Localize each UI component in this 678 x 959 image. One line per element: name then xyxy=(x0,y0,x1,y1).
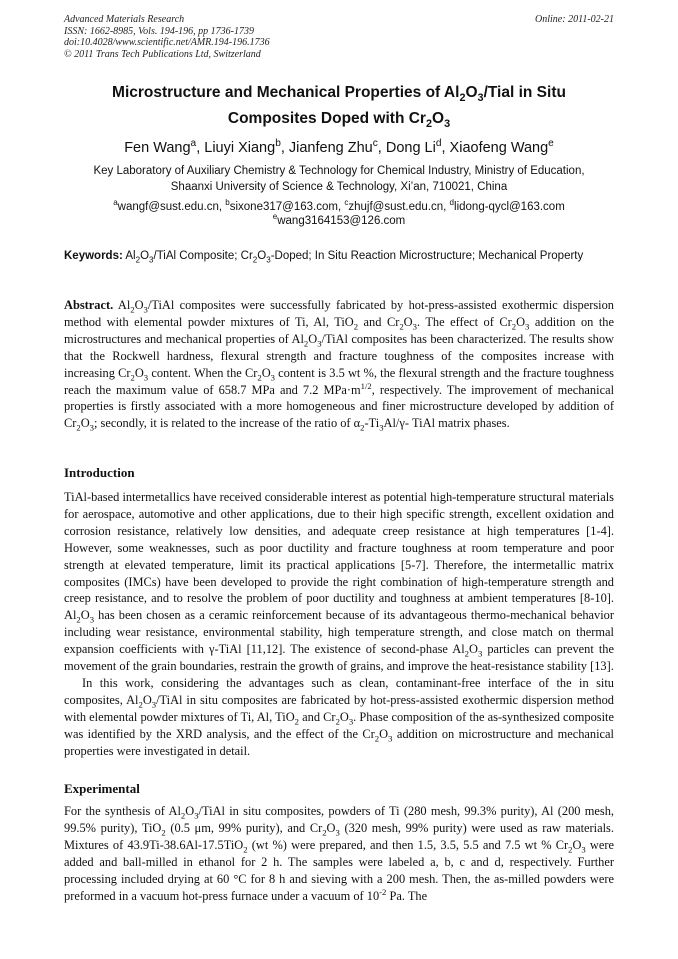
intro-text: TiAl-based intermetallics have received considerable interest as potential high-temperature structural materials for aerospace, automotive and other applications, due to their high specific strength, excellent oxidation and corrosion resistance, relatively low densities, and adequate creep resistance at high temperatures [1-4]. However, some weaknesses, such as poor ductility and fracture toughness at room temperature and poor strength at elevated temperature, limit its practical applications [5-7]. Therefore, the intermetallic matrix composites (IMCs) have been developed to provide the right combination of high-temperature strength and creep resistance, and to resolve the problem of poor ductility and toughness at ambient temperatures [8-10]. Al xyxy=(64,490,614,623)
affiliation-line: Shaanxi University of Science & Technology, Xi’an, 710021, China xyxy=(170,180,508,193)
exp-sub: 2 xyxy=(322,827,327,838)
email-mark: b xyxy=(225,198,230,208)
author-name: Dong Li xyxy=(385,140,436,156)
email-line-1 xyxy=(60,200,618,214)
intro-paragraph-2 xyxy=(64,675,614,760)
abstract-sub: 2 xyxy=(130,304,135,315)
author-name: Liuyi Xiang xyxy=(204,140,276,156)
intro-sub: 2 xyxy=(76,614,81,625)
abstract-sub: 2 xyxy=(511,321,517,332)
intro-text: has been chosen as a ceramic reinforcement because of its advantageous thermo-mechanical behavior including wear resistance, environmental stability, high temperature strength, and close match on thermal expansion coefficients with γ-TiAl [11,12]. The existence of second-phase Al xyxy=(64,608,614,657)
keywords-text: -Doped; In Situ Reaction Microstructure; Mechanical Property xyxy=(270,250,584,262)
abstract-text: /TiAl composites has been characterized. The results show that the Rockwell hardness, flexural strength and fracture toughness of the composites increase with increasing Cr xyxy=(64,331,614,380)
author-list xyxy=(60,138,618,158)
experimental-body xyxy=(64,803,614,904)
author-mark: d xyxy=(435,138,442,150)
abstract-sub: 3 xyxy=(89,422,94,433)
intro-text: O xyxy=(339,709,349,724)
exp-text: (0.5 μm, 99% purity), and Cr xyxy=(165,820,323,835)
exp-sub: 3 xyxy=(194,810,199,821)
exp-text: O xyxy=(572,837,582,852)
title-sub: 3 xyxy=(477,92,484,105)
title-text: Microstructure and Mechanical Properties of Al xyxy=(112,84,460,101)
exp-sub: 2 xyxy=(568,844,573,855)
abstract-text: O xyxy=(134,298,144,312)
email-address[interactable]: wangf@sust.edu.cn, xyxy=(117,201,226,213)
intro-text: . Phase composition of the as-synthesized composite was identified by the XRD analysis, and the effect of the Cr xyxy=(64,709,614,741)
intro-text: O xyxy=(379,726,389,741)
intro-sub: 2 xyxy=(464,648,469,659)
exp-sub: 3 xyxy=(581,844,586,855)
keywords-sub: 2 xyxy=(135,255,141,265)
email-mark: a xyxy=(113,198,118,208)
author-name: Jianfeng Zhu xyxy=(288,140,373,156)
intro-sub: 2 xyxy=(138,699,143,710)
title-sub: 2 xyxy=(425,118,432,131)
intro-sub: 3 xyxy=(388,733,393,744)
section-heading-experimental: Experimental xyxy=(64,781,140,796)
abstract-label: Abstract. xyxy=(64,298,114,312)
exp-text: (wt %) were prepared, and then 1.5, 3.5, 5.5 and 7.5 wt % Cr xyxy=(247,837,569,852)
email-mark: c xyxy=(344,198,349,208)
exp-text: (320 mesh, 99% purity) were used as raw materials. Mixtures of 43.9Ti-38.6Al-17.5TiO xyxy=(64,820,614,852)
exp-text: /TiAl in situ composites, powders of Ti (280 mesh, 99.3% purity), Al (200 mesh, 99.5% purity), TiO xyxy=(64,804,614,835)
abstract-text: Al xyxy=(113,298,131,312)
abstract-text: addition on the microstructures and mechanical properties of Al xyxy=(64,314,615,346)
affiliation xyxy=(60,164,618,195)
keywords-sub: 3 xyxy=(266,255,271,265)
abstract-sub: 2 xyxy=(353,321,359,332)
abstract-text: . The effect of Cr xyxy=(416,314,512,329)
copyright-line: © 2011 Trans Tech Publications Ltd, Switzerland xyxy=(64,48,261,60)
keywords-sub: 2 xyxy=(252,255,258,265)
abstract-text: and Cr xyxy=(358,314,400,329)
author-mark: b xyxy=(275,138,281,150)
author-name: Xiaofeng Wang xyxy=(449,140,549,156)
abstract-sub: 3 xyxy=(270,372,275,383)
author-mark: a xyxy=(190,138,197,150)
title-text: O xyxy=(465,84,478,101)
abstract-sub: 2 xyxy=(303,338,309,349)
email-address[interactable]: zhujf@sust.edu.cn, xyxy=(348,201,450,213)
intro-text: and Cr xyxy=(298,709,336,724)
abstract-text: , respectively. The improvement of mechanical properties is firstly associated with a more homogeneous and finer microstructure developed by addition of Cr xyxy=(64,382,615,431)
abstract-sub: 3 xyxy=(525,321,530,332)
exp-text: Pa. The xyxy=(386,888,428,903)
intro-text: /TiAl in situ composites are fabricated by hot-press-assisted exothermic dispersion method with elemental powder mixtures of Ti, Al, TiO xyxy=(64,692,614,724)
abstract-text: content is 3.5 wt %, the flexural strength and the fracture toughness reach the maximum value of 658.7 MPa and 7.2 MPa·m xyxy=(64,365,614,397)
online-date: Online: 2011-02-21 xyxy=(535,14,614,25)
author-mark: e xyxy=(548,138,554,150)
affiliation-line: Key Laboratory of Auxiliary Chemistry & Technology for Chemical Industry, Ministry of Education, xyxy=(93,165,585,177)
abstract-text: ; secondly, it is related to the increase of the ratio of α xyxy=(94,416,361,431)
intro-text: particles can prevent the movement of the grain boundaries, restrain the growth of grains, and improve the heat-resistance stability [13]. xyxy=(64,642,614,674)
doi-line: doi:10.4028/www.scientific.net/AMR.194-196.1736 xyxy=(64,37,270,48)
abstract-text: O xyxy=(516,314,526,329)
intro-sub: 3 xyxy=(477,648,483,659)
exp-text: For the synthesis of Al xyxy=(64,804,181,818)
paper-title xyxy=(60,80,618,132)
intro-sub: 2 xyxy=(374,733,380,744)
exp-sub: 2 xyxy=(243,844,248,855)
keywords-text: Al xyxy=(122,250,136,262)
separator: , xyxy=(196,140,205,156)
exp-sub: 3 xyxy=(335,827,340,838)
abstract-text: O xyxy=(261,365,271,380)
exp-sub: 2 xyxy=(161,827,166,838)
abstract-text: content. When the Cr xyxy=(148,365,258,380)
abstract-sub: 3 xyxy=(412,321,417,332)
issn-line: ISSN: 1662-8985, Vols. 194-196, pp 1736-1739 xyxy=(64,25,254,37)
title-sub: 3 xyxy=(444,118,451,131)
title-sub: 2 xyxy=(459,92,466,105)
intro-sub: 2 xyxy=(294,716,299,727)
title-text: /Tial in Situ xyxy=(483,84,566,101)
keywords-label: Keywords: xyxy=(64,250,123,262)
title-line-2 xyxy=(60,106,618,132)
introduction-body xyxy=(64,489,614,760)
intro-sub: 3 xyxy=(348,716,354,727)
intro-text: O xyxy=(468,642,478,657)
keywords-text: O xyxy=(257,250,267,262)
abstract-text: O xyxy=(134,365,144,380)
journal-header xyxy=(64,14,614,60)
email-list xyxy=(60,200,618,228)
author-name: Fen Wang xyxy=(124,140,191,156)
exp-text: O xyxy=(185,804,195,818)
abstract-text: O xyxy=(308,331,318,346)
abstract-sub: 2 xyxy=(399,321,404,332)
keywords-text: /TiAl Composite; Cr xyxy=(153,250,253,262)
title-text: Composites Doped with Cr xyxy=(227,110,426,127)
abstract-text: Al/γ- TiAl matrix phases. xyxy=(383,416,510,431)
email-address[interactable]: sixone317@163.com, xyxy=(229,201,345,213)
separator: , xyxy=(377,140,386,156)
abstract-text: -Ti xyxy=(364,416,380,431)
intro-text: In this work, considering the advantages such as clean, contaminant-free interface of the in situ composites, Al xyxy=(64,675,614,707)
intro-paragraph-1 xyxy=(64,489,614,675)
abstract-text: O xyxy=(80,416,90,431)
intro-text: O xyxy=(80,608,90,623)
intro-text: addition on microstructure and mechanical properties were investigated in detail. xyxy=(64,726,614,758)
email-mark: d xyxy=(449,198,455,208)
email-address[interactable]: lidong-qycl@163.com xyxy=(454,201,565,213)
abstract-text: O xyxy=(403,314,413,329)
abstract-sub: 3 xyxy=(379,422,384,433)
abstract-sub: 3 xyxy=(143,372,149,383)
email-mark: e xyxy=(272,212,278,222)
abstract-text: /TiAl composites were successfully fabricated by hot-press-assisted exothermic dispersion method with elemental powder mixtures of Ti, Al, TiO xyxy=(64,298,614,329)
keywords xyxy=(64,249,614,263)
intro-sub: 3 xyxy=(151,699,157,710)
exp-sub: 2 xyxy=(180,810,186,821)
intro-text: O xyxy=(142,692,152,707)
intro-sub: 2 xyxy=(335,716,340,727)
exp-sup: -2 xyxy=(379,886,387,897)
separator: , xyxy=(280,140,289,156)
email-address[interactable]: wang3164153@126.com xyxy=(277,215,406,227)
title-text: O xyxy=(432,110,445,127)
exp-text: O xyxy=(326,820,336,835)
abstract-sub: 3 xyxy=(143,304,148,315)
separator: , xyxy=(441,140,450,156)
abstract-sub: 2 xyxy=(257,372,262,383)
keywords-sub: 3 xyxy=(149,255,154,265)
author-mark: c xyxy=(372,138,378,150)
exp-text: were added and ball-milled in ethanol for 2 h. The samples were labeled a, b, c and d, respectively. Further processing included drying at 60 °C for 8 h and sieving with a 200 mesh. Then, the as-milled powders were preformed in a vacuum hot-press furnace under a vacuum of 10 xyxy=(64,837,614,903)
abstract-sub: 2 xyxy=(76,422,81,433)
section-heading-introduction: Introduction xyxy=(64,465,135,480)
abstract-sub: 2 xyxy=(360,422,365,433)
email-line-2 xyxy=(60,214,618,228)
abstract xyxy=(64,297,614,432)
title-line-1 xyxy=(60,80,618,106)
journal-name: Advanced Materials Research xyxy=(64,14,185,25)
abstract-sub: 2 xyxy=(130,372,135,383)
abstract-sub: 3 xyxy=(317,338,322,349)
intro-sub: 3 xyxy=(89,614,95,625)
keywords-text: O xyxy=(140,250,150,262)
abstract-sup: 1/2 xyxy=(360,380,372,391)
